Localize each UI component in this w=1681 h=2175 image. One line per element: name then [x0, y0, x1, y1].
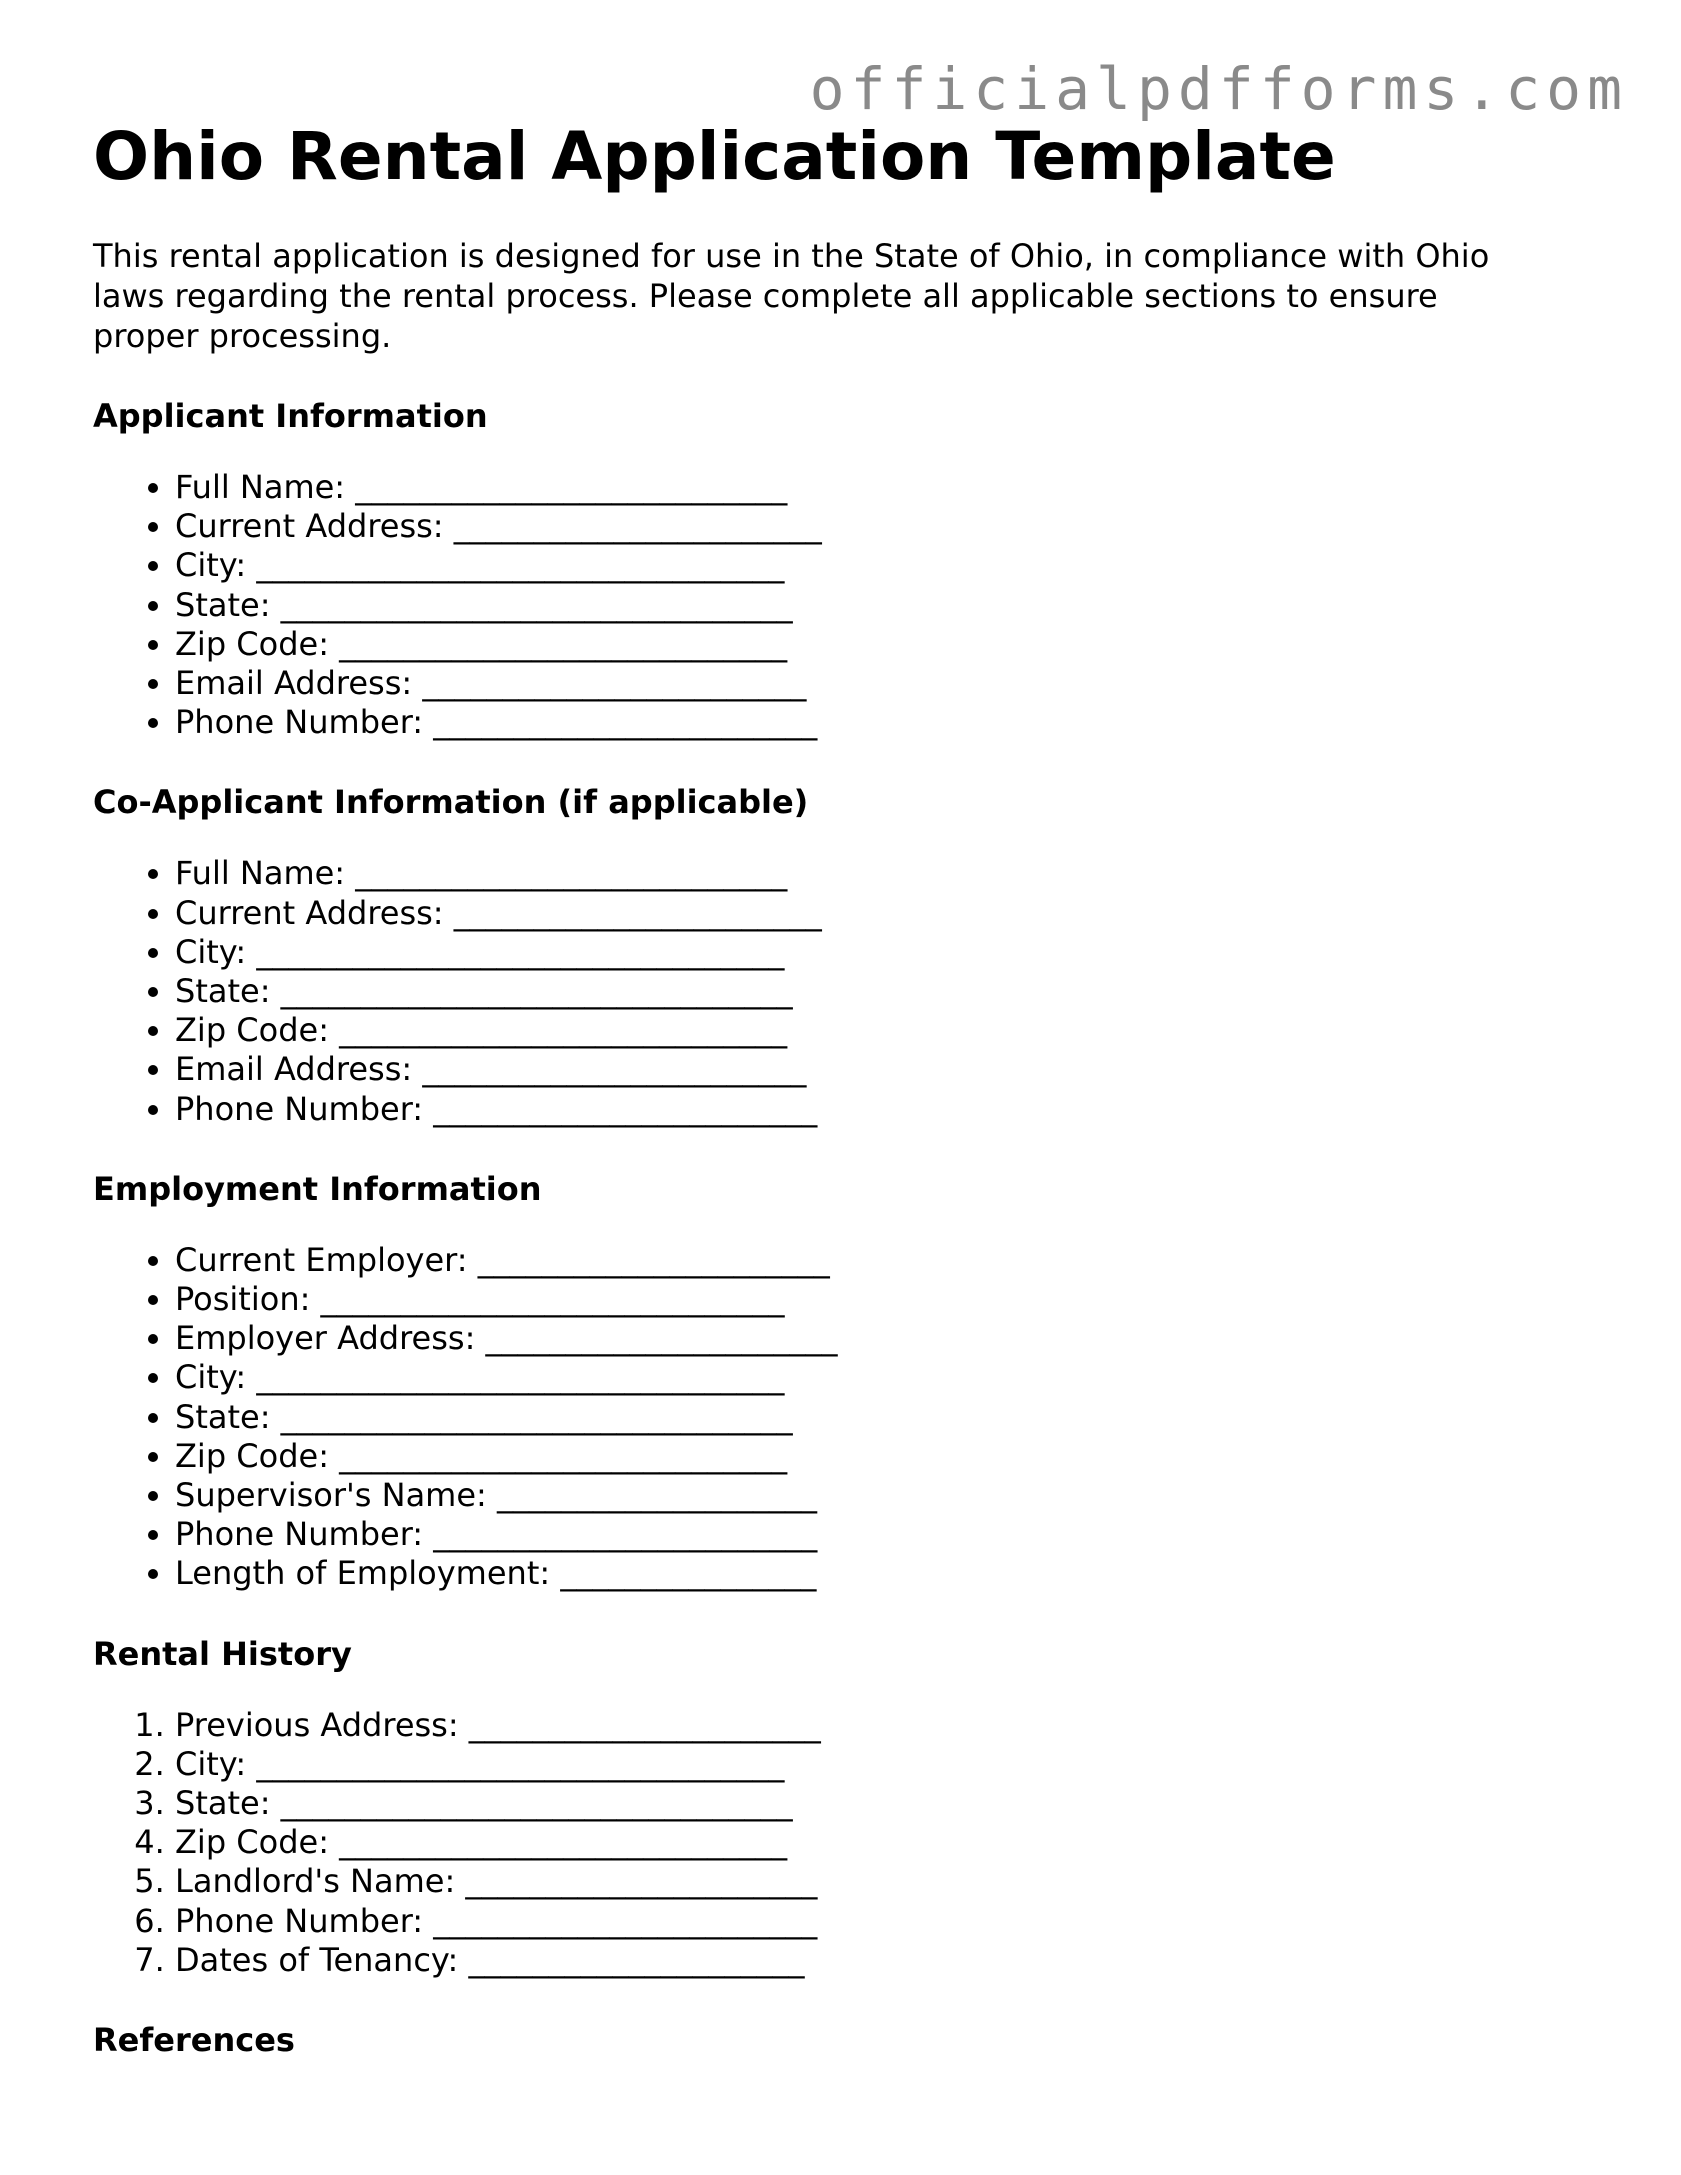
- co-applicant-current-address-field[interactable]: • Current Address: _______________________: [175, 894, 1553, 933]
- applicant-zip-code-field[interactable]: • Zip Code: ____________________________: [175, 625, 1553, 664]
- co-applicant-email-address-field[interactable]: • Email Address: ________________________: [175, 1050, 1553, 1089]
- dates-of-tenancy-field[interactable]: 7. Dates of Tenancy: _____________________: [175, 1941, 1553, 1980]
- length-of-employment-field[interactable]: • Length of Employment: ________________: [175, 1554, 1553, 1593]
- watermark: officialpdfforms.com: [809, 55, 1628, 123]
- page-title: Ohio Rental Application Template: [93, 118, 1336, 195]
- previous-address-field[interactable]: 1. Previous Address: ______________________: [175, 1706, 1553, 1745]
- employment-heading: Employment Information: [93, 1169, 542, 1208]
- co-applicant-full-name-field[interactable]: • Full Name: ___________________________: [175, 854, 1553, 893]
- intro-paragraph: This rental application is designed for use in the State of Ohio, in compliance with Ohio laws regarding the rental process. Please complete all applicable sections to ensure proper processing.: [93, 237, 1490, 355]
- co-applicant-zip-code-field[interactable]: • Zip Code: ____________________________: [175, 1011, 1553, 1050]
- employer-address-field[interactable]: • Employer Address: ______________________: [175, 1319, 1553, 1358]
- applicant-heading: Applicant Information: [93, 397, 488, 435]
- previous-state-field[interactable]: 3. State: ________________________________: [175, 1784, 1553, 1823]
- document-body: [93, 236, 1553, 2060]
- previous-city-field[interactable]: 2. City: _________________________________: [175, 1745, 1553, 1784]
- applicant-city-field[interactable]: • City: _________________________________: [175, 546, 1553, 585]
- employer-state-field[interactable]: • State: ________________________________: [175, 1398, 1553, 1437]
- current-employer-field[interactable]: • Current Employer: ______________________: [175, 1241, 1553, 1280]
- rental-history-heading: Rental History: [93, 1634, 352, 1673]
- employer-zip-code-field[interactable]: • Zip Code: ____________________________: [175, 1437, 1553, 1476]
- co-applicant-city-field[interactable]: • City: _________________________________: [175, 933, 1553, 972]
- rental-history-field-list: [93, 1706, 1553, 1980]
- applicant-current-address-field[interactable]: • Current Address: _______________________: [175, 507, 1553, 546]
- employer-city-field[interactable]: • City: _________________________________: [175, 1358, 1553, 1397]
- applicant-full-name-field[interactable]: • Full Name: ___________________________: [175, 468, 1553, 507]
- applicant-phone-number-field[interactable]: • Phone Number: ________________________: [175, 703, 1553, 742]
- applicant-email-address-field[interactable]: • Email Address: ________________________: [175, 664, 1553, 703]
- applicant-state-field[interactable]: • State: ________________________________: [175, 586, 1553, 625]
- landlord-name-field[interactable]: 5. Landlord's Name: ______________________: [175, 1862, 1553, 1901]
- applicant-field-list: [93, 468, 1553, 742]
- references-heading: References: [93, 2021, 295, 2060]
- co-applicant-heading: Co-Applicant Information (if applicable): [93, 783, 809, 822]
- position-field[interactable]: • Position: _____________________________: [175, 1280, 1553, 1319]
- co-applicant-phone-number-field[interactable]: • Phone Number: ________________________: [175, 1090, 1553, 1129]
- landlord-phone-number-field[interactable]: 6. Phone Number: ________________________: [175, 1902, 1553, 1941]
- previous-zip-code-field[interactable]: 4. Zip Code: ____________________________: [175, 1823, 1553, 1862]
- co-applicant-state-field[interactable]: • State: ________________________________: [175, 972, 1553, 1011]
- employment-field-list: [93, 1241, 1553, 1594]
- co-applicant-field-list: [93, 854, 1553, 1128]
- supervisor-name-field[interactable]: • Supervisor's Name: ____________________: [175, 1476, 1553, 1515]
- employer-phone-number-field[interactable]: • Phone Number: ________________________: [175, 1515, 1553, 1554]
